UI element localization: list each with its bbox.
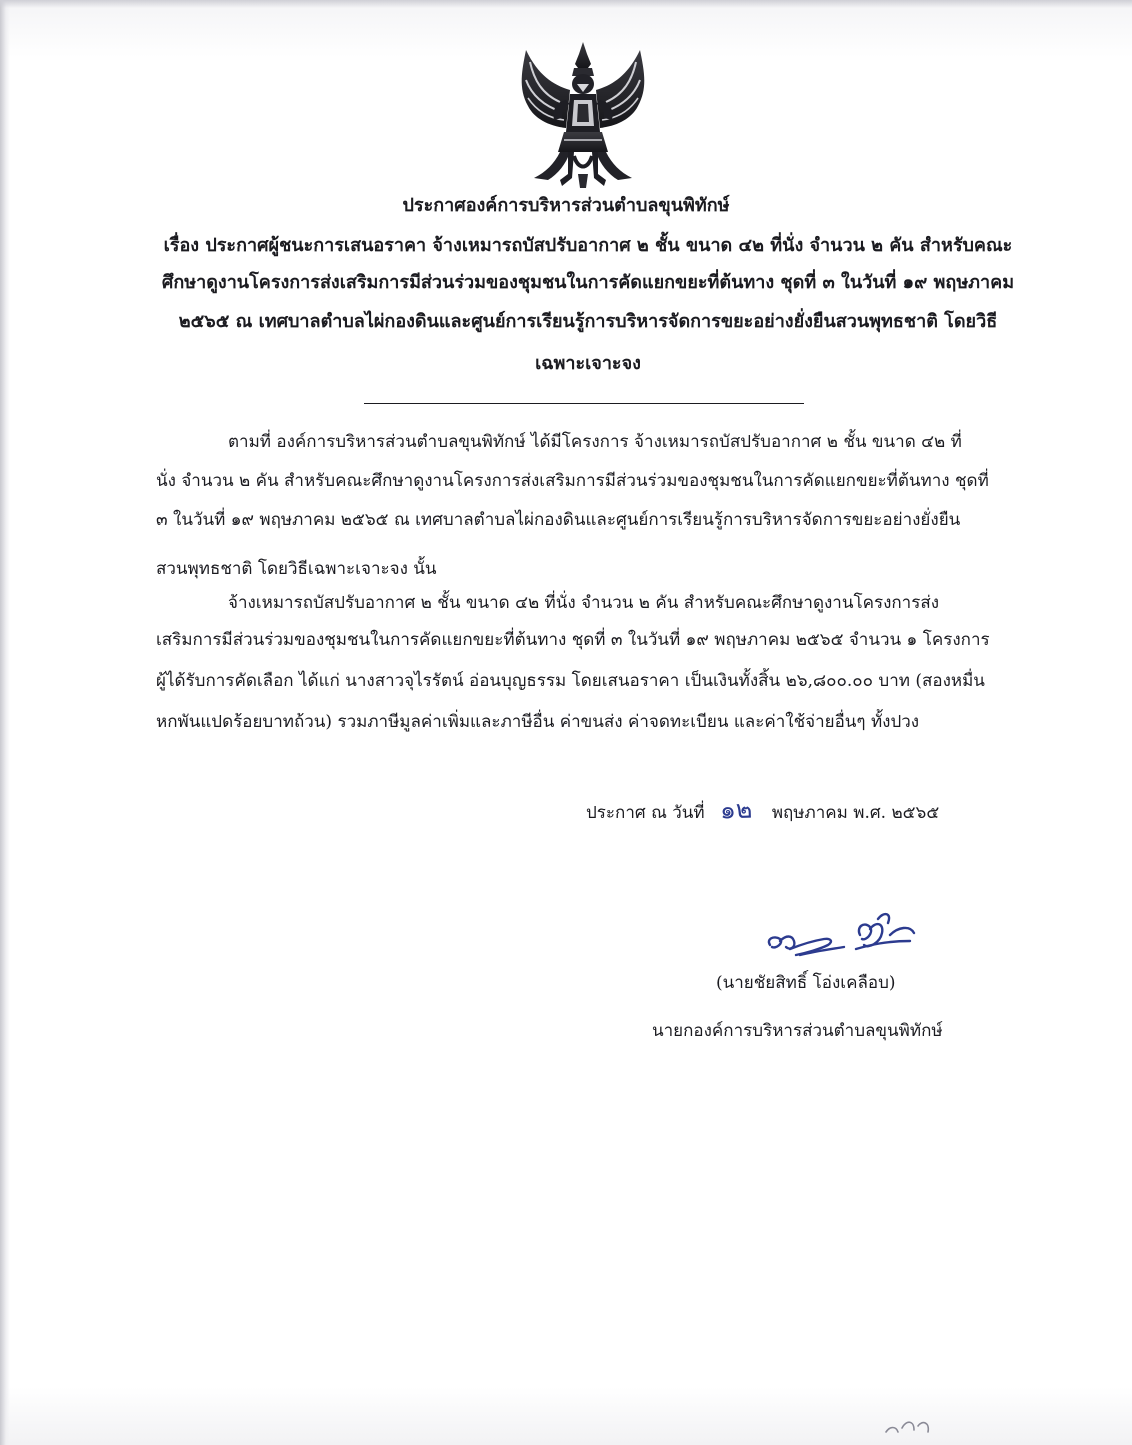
- document-title: ประกาศองค์การบริหารส่วนตำบลขุนพิทักษ์: [402, 195, 730, 216]
- pen-mark: [880, 1410, 940, 1440]
- paragraph1-line-3: ๓ ในวันที่ ๑๙ พฤษภาคม ๒๕๖๕ ณ เทศบาลตำบลไผ่กองดินและศูนย์การเรียนรู้การบริหารจัดการขยะอย่างยั่งยืน: [156, 510, 961, 530]
- page-edge-shadow-top: [0, 0, 1132, 8]
- paragraph2-line-4: หกพันแปดร้อยบาทถ้วน) รวมภาษีมูลค่าเพิ่มและภาษีอื่น ค่าขนส่ง ค่าจดทะเบียน และค่าใช้จ่ายอื่นๆ ทั้งปวง: [156, 712, 920, 732]
- announcement-date: [586, 794, 940, 826]
- paragraph1-line-4: สวนพุทธชาติ โดยวิธีเฉพาะเจาะจง นั้น: [156, 559, 437, 579]
- subject-line-3: ๒๕๖๕ ณ เทศบาลตำบลไผ่กองดินและศูนย์การเรียนรู้การบริหารจัดการขยะอย่างยั่งยืนสวนพุทธชาติ โดยวิธี: [178, 311, 998, 332]
- paragraph2-line-1: จ้างเหมารถบัสปรับอากาศ ๒ ชั้น ขนาด ๔๒ ที่นั่ง จำนวน ๒ คัน สำหรับคณะศึกษาดูงานโครงการส่ง: [228, 593, 940, 613]
- date-suffix: พฤษภาคม พ.ศ. ๒๕๖๕: [771, 803, 940, 823]
- subject-line-4: เฉพาะเจาะจง: [535, 353, 641, 374]
- garuda-emblem-icon: [508, 40, 658, 192]
- handwritten-day: ๑๒: [719, 794, 753, 825]
- subject-line-2: ศึกษาดูงานโครงการส่งเสริมการมีส่วนร่วมของชุมชนในการคัดแยกขยะที่ต้นทาง ชุดที่ ๓ ในวันที่ ๑๙ พฤษภาคม: [161, 272, 1015, 293]
- signer-name: (นายชัยสิทธิ์ โอ่งเคลือบ): [716, 973, 896, 993]
- handwritten-signature: [760, 905, 920, 969]
- title-divider: [364, 403, 804, 404]
- paragraph1-line-1: ตามที่ องค์การบริหารส่วนตำบลขุนพิทักษ์ ได้มีโครงการ จ้างเหมารถบัสปรับอากาศ ๒ ชั้น ขนาด ๔๒ ที่: [228, 432, 962, 452]
- subject-line-1: เรื่อง ประกาศผู้ชนะการเสนอราคา จ้างเหมารถบัสปรับอากาศ ๒ ชั้น ขนาด ๔๒ ที่นั่ง จำนวน ๒ คัน สำหรับคณะ: [163, 235, 1013, 256]
- paragraph1-line-2: นั่ง จำนวน ๒ คัน สำหรับคณะศึกษาดูงานโครงการส่งเสริมการมีส่วนร่วมของชุมชนในการคัดแยกขยะที่ต้นทาง ชุดที่: [156, 471, 989, 491]
- paragraph2-line-2: เสริมการมีส่วนร่วมของชุมชนในการคัดแยกขยะที่ต้นทาง ชุดที่ ๓ ในวันที่ ๑๙ พฤษภาคม ๒๕๖๕ จำนวน ๑ โครงการ: [156, 630, 990, 650]
- paragraph2-line-3: ผู้ได้รับการคัดเลือก ได้แก่ นางสาวจุไรรัตน์ อ่อนบุญธรรม โดยเสนอราคา เป็นเงินทั้งสิ้น ๒๖,๘๐๐.๐๐ บาท (สองหมื่น: [156, 671, 985, 691]
- signer-position: นายกองค์การบริหารส่วนตำบลขุนพิทักษ์: [652, 1021, 943, 1041]
- date-prefix: ประกาศ ณ วันที่: [586, 803, 705, 823]
